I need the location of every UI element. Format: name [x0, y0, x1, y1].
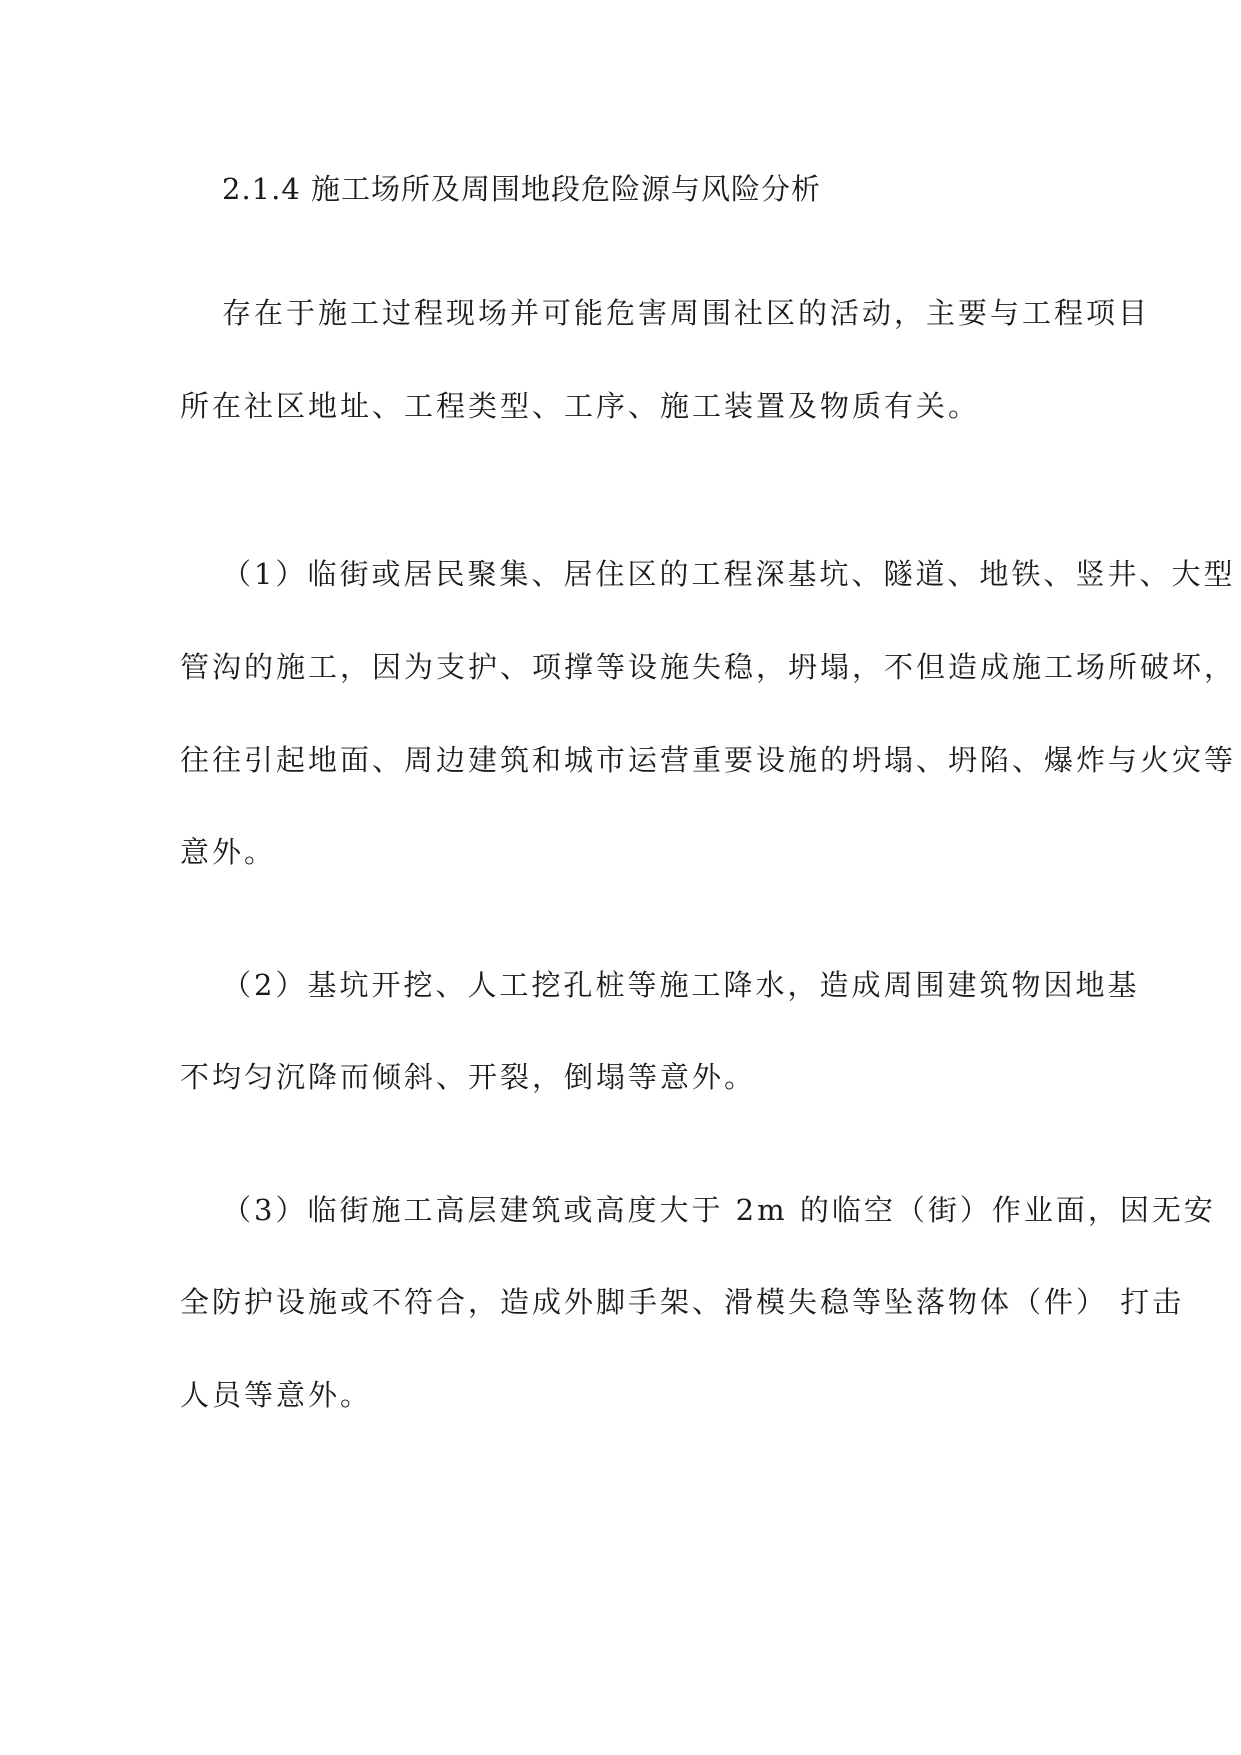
intro-paragraph-line-2: 所在社区地址、工程类型、工序、施工装置及物质有关。 [180, 389, 981, 423]
item2-line-1: （2）基坑开挖、人工挖孔桩等施工降水，造成周围建筑物因地基 [222, 968, 1140, 1002]
item1-line-1: （1）临街或居民聚集、居住区的工程深基坑、隧道、地铁、竖井、大型 [222, 557, 1236, 591]
item1-line-2: 管沟的施工，因为支护、项撑等设施失稳，坍塌，不但造成施工场所破坏， [180, 650, 1237, 684]
item3-line-3: 人员等意外。 [180, 1378, 373, 1412]
item3-line-1: （3）临街施工高层建筑或高度大于 2m 的临空（街）作业面，因无安 [222, 1193, 1216, 1227]
section-heading: 2.1.4 施工场所及周围地段危险源与风险分析 [222, 172, 822, 206]
item1-line-3: 往往引起地面、周边建筑和城市运营重要设施的坍塌、坍陷、爆炸与火灾等 [180, 743, 1237, 777]
item1-line-4: 意外。 [180, 835, 277, 869]
intro-paragraph-line-1: 存在于施工过程现场并可能危害周围社区的活动，主要与工程项目 [222, 296, 1151, 330]
item2-line-2: 不均匀沉降而倾斜、开裂，倒塌等意外。 [180, 1060, 757, 1094]
item3-line-2: 全防护设施或不符合，造成外脚手架、滑模失稳等坠落物体（件） 打击 [180, 1285, 1185, 1319]
